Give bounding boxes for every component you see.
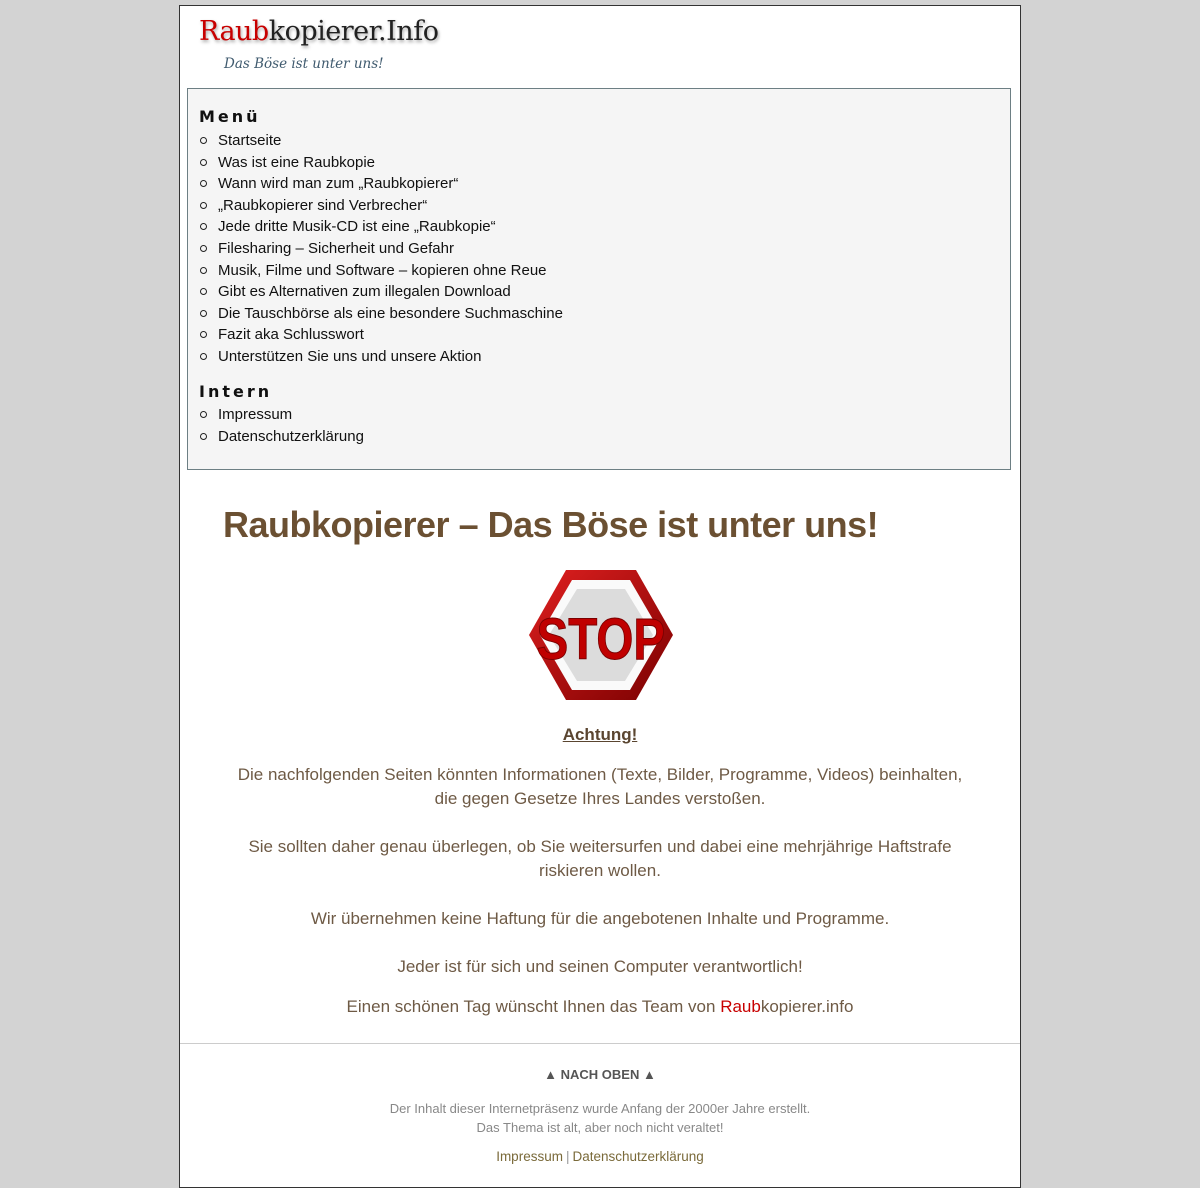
navigation-box xyxy=(187,88,1011,470)
logo-tagline: Das Böse ist unter uns! xyxy=(224,56,384,72)
warning-paragraph-2-line-2: riskieren wollen. xyxy=(539,861,661,880)
menu-item-wann-wird-man-zum-raubkopierer[interactable]: Wann wird man zum „Raubkopierer“ xyxy=(199,173,563,195)
menu-item-unterstuetzen[interactable]: Unterstützen Sie uns und unsere Aktion xyxy=(199,346,563,368)
footer-links xyxy=(180,1149,1020,1164)
closing-prefix: Einen schönen Tag wünscht Ihnen das Team von xyxy=(346,997,721,1016)
page-title: Raubkopierer – Das Böse ist unter uns! xyxy=(223,504,879,545)
footer-note xyxy=(180,1099,1020,1137)
warning-paragraph-3: Wir übernehmen keine Haftung für die angebotenen Inhalte und Programme. xyxy=(310,909,890,928)
menu-heading: Menü xyxy=(199,107,261,126)
closing-brand-red: Raub xyxy=(720,997,761,1016)
intern-item-datenschutz[interactable]: Datenschutzerklärung xyxy=(199,426,364,448)
warning-paragraph-1-line-2: die gegen Gesetze Ihres Landes verstoßen. xyxy=(434,789,766,808)
menu-list xyxy=(199,130,563,368)
back-to-top-link[interactable]: ▲ NACH OBEN ▲ xyxy=(544,1067,656,1082)
warning-paragraph-1-line-1: Die nachfolgenden Seiten könnten Informationen (Texte, Bilder, Programme, Videos) beinhalten, xyxy=(237,765,963,784)
menu-item-tauschboerse[interactable]: Die Tauschbörse als eine besondere Suchmaschine xyxy=(199,303,563,325)
warning-paragraph-2-line-1: Sie sollten daher genau überlegen, ob Sie weitersurfen und dabei eine mehrjährige Haftstrafe xyxy=(248,837,952,856)
intern-list xyxy=(199,404,364,447)
menu-item-filesharing[interactable]: Filesharing – Sicherheit und Gefahr xyxy=(199,238,563,260)
warning-paragraph-2 xyxy=(180,835,1020,883)
footer-link-impressum[interactable]: Impressum xyxy=(496,1149,563,1164)
intern-item-impressum[interactable]: Impressum xyxy=(199,404,364,426)
logo-brand-red: Raub xyxy=(199,16,269,47)
menu-item-fazit[interactable]: Fazit aka Schlusswort xyxy=(199,324,563,346)
logo-wordmark xyxy=(199,16,438,47)
footer-divider xyxy=(180,1043,1020,1044)
footer-note-line-2: Das Thema ist alt, aber noch nicht veraltet! xyxy=(476,1120,724,1135)
warning-paragraph-4: Jeder ist für sich und seinen Computer verantwortlich! xyxy=(397,957,803,976)
stop-sign-text: STOP xyxy=(536,607,666,673)
warning-paragraph-1 xyxy=(180,763,1020,811)
menu-item-was-ist-eine-raubkopie[interactable]: Was ist eine Raubkopie xyxy=(199,152,563,174)
site-logo[interactable] xyxy=(199,16,439,76)
footer-link-separator: | xyxy=(565,1149,570,1164)
closing-brand-rest: kopierer.info xyxy=(760,997,854,1016)
intern-heading: Intern xyxy=(199,382,273,401)
stop-sign-icon xyxy=(527,568,675,702)
menu-item-startseite[interactable]: Startseite xyxy=(199,130,563,152)
logo-brand-rest: kopierer.Info xyxy=(268,16,439,47)
achtung-label: Achtung! xyxy=(562,725,638,744)
menu-item-raubkopierer-sind-verbrecher[interactable]: „Raubkopierer sind Verbrecher“ xyxy=(199,195,563,217)
closing-line xyxy=(180,995,1020,1019)
menu-item-jede-dritte-musik-cd[interactable]: Jede dritte Musik-CD ist eine „Raubkopie“ xyxy=(199,216,563,238)
menu-item-alternativen[interactable]: Gibt es Alternativen zum illegalen Download xyxy=(199,281,563,303)
page-container xyxy=(179,5,1021,1188)
achtung-heading xyxy=(180,723,1020,747)
footer-note-line-1: Der Inhalt dieser Internetpräsenz wurde Anfang der 2000er Jahre erstellt. xyxy=(389,1101,811,1116)
menu-item-musik-filme-software[interactable]: Musik, Filme und Software – kopieren ohne Reue xyxy=(199,260,563,282)
footer-link-datenschutz[interactable]: Datenschutzerklärung xyxy=(572,1149,704,1164)
